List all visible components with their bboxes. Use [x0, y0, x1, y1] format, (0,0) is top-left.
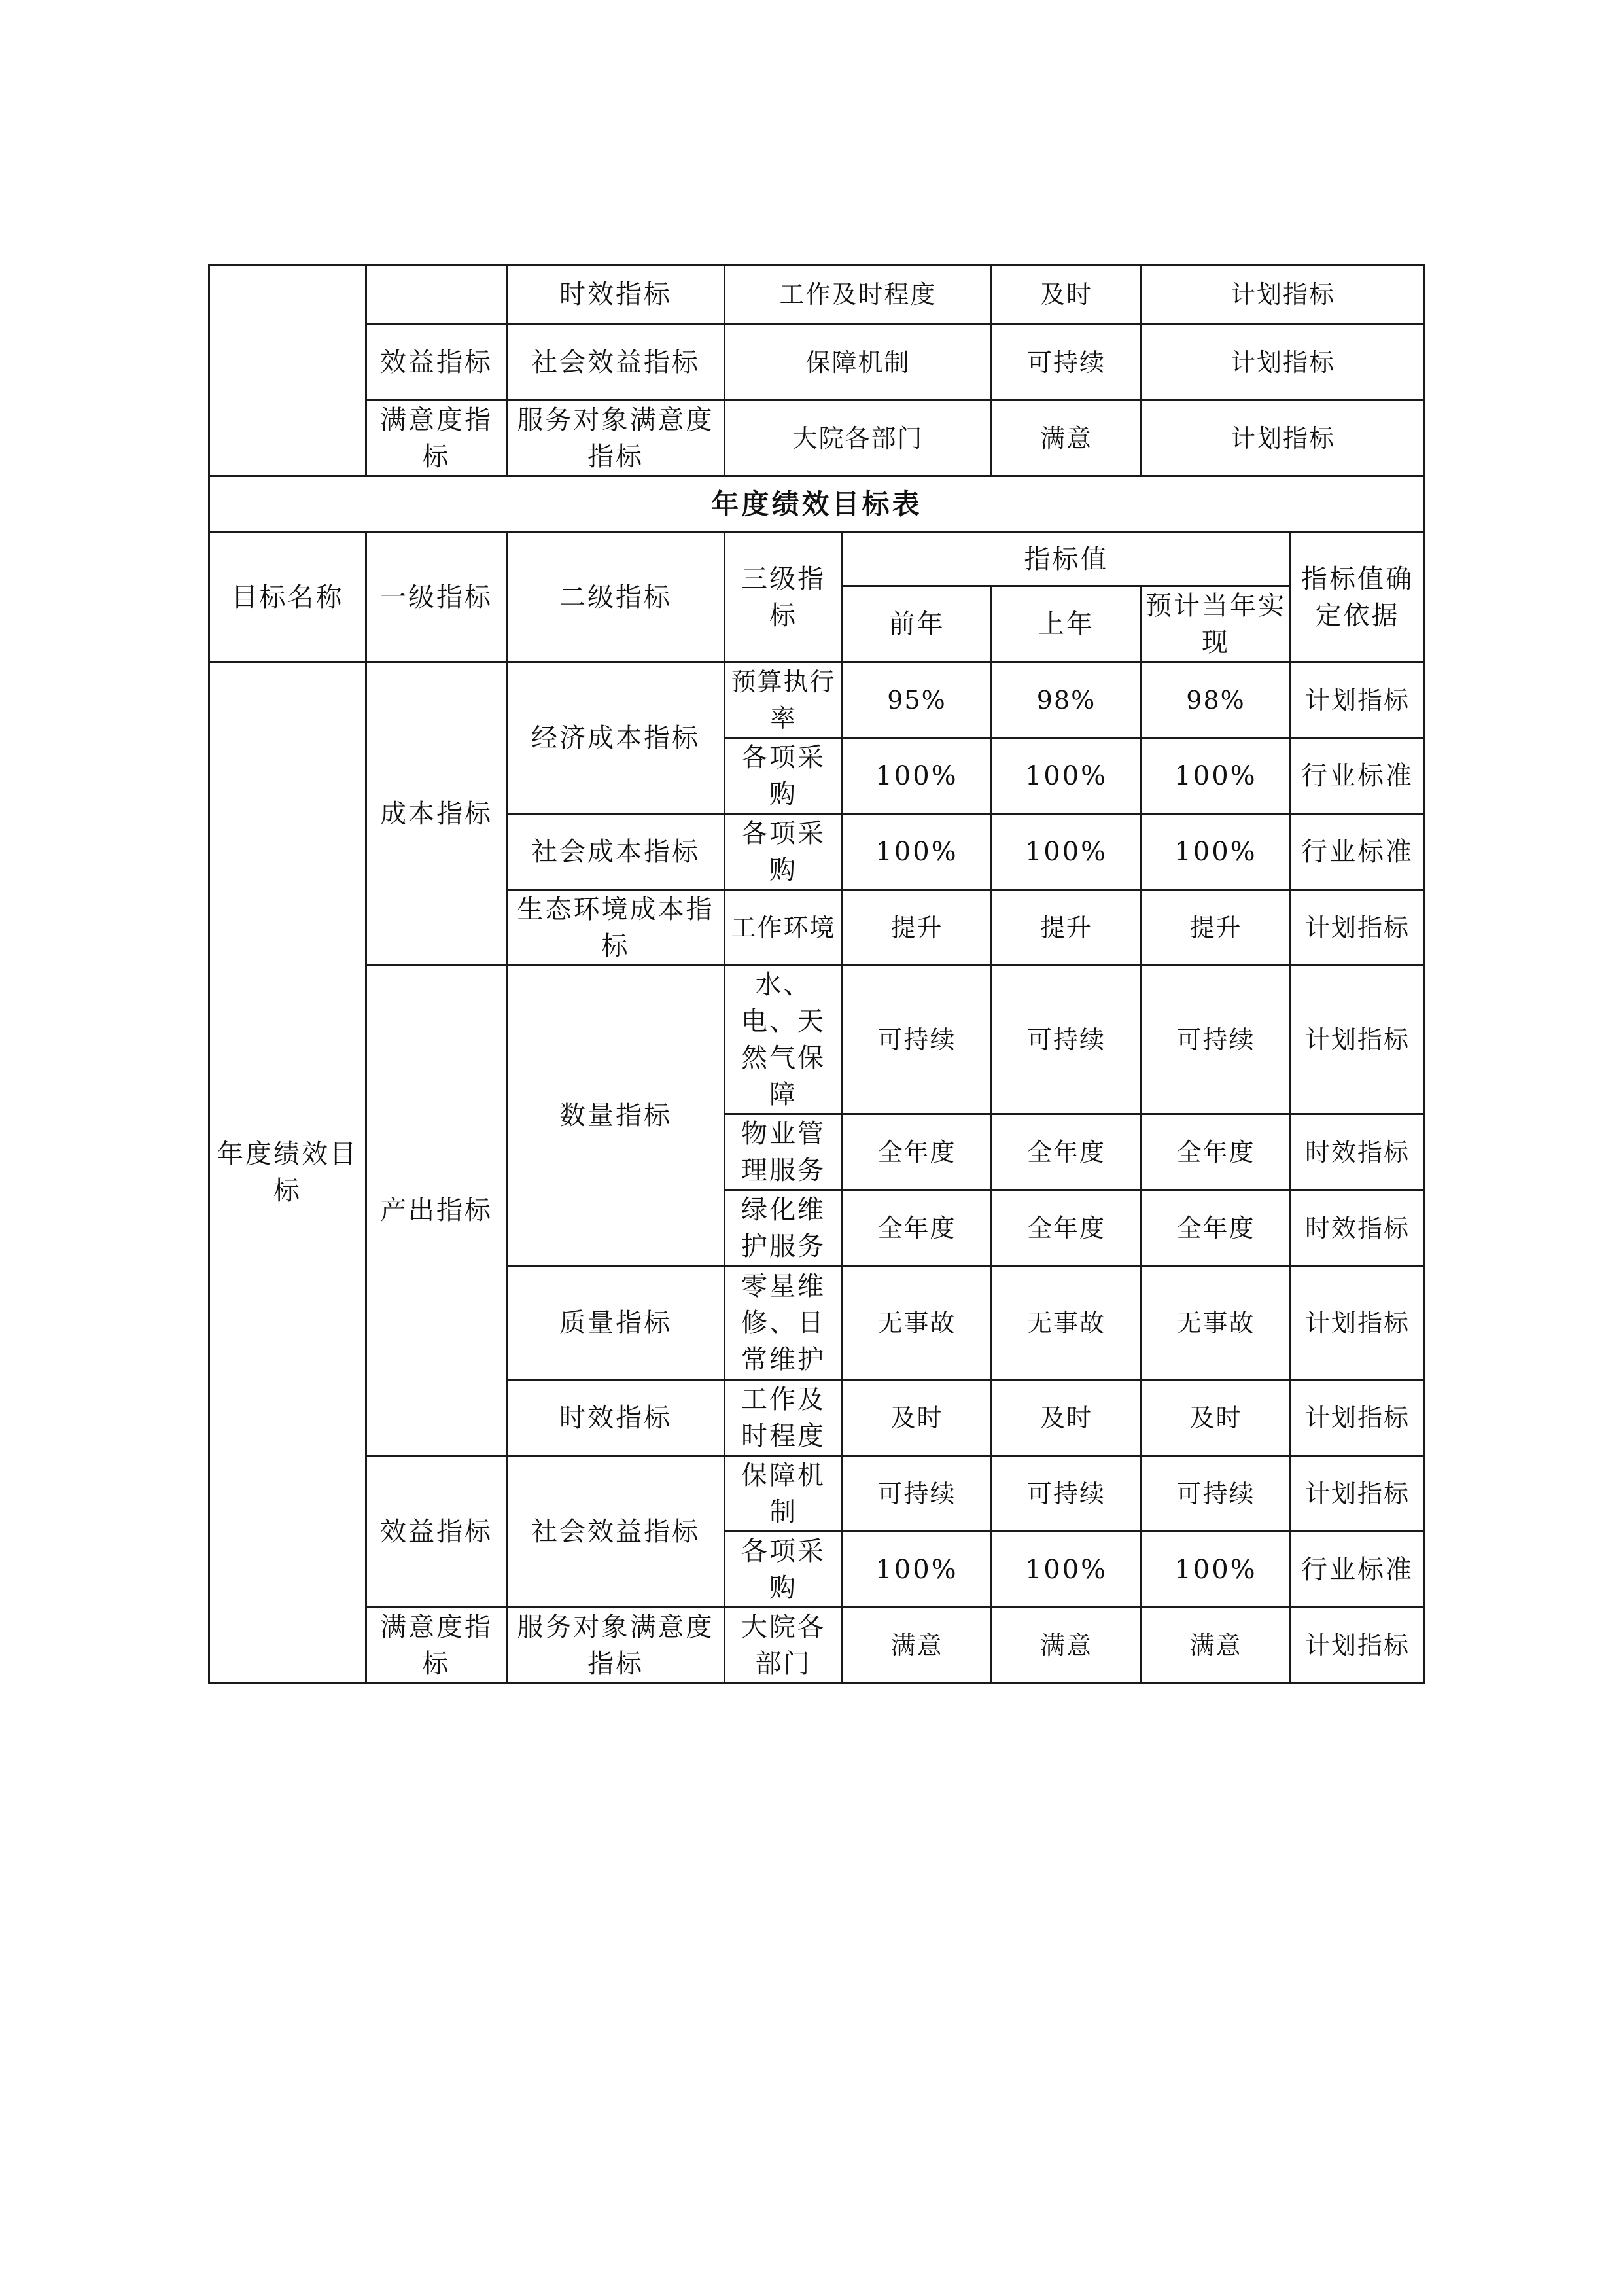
- basis-cell: 时效指标: [1291, 1114, 1425, 1190]
- value-cell: 可持续: [992, 325, 1142, 400]
- last-year-cell: 全年度: [992, 1114, 1142, 1190]
- last-year-cell: 提升: [992, 890, 1142, 966]
- prev-year-cell: 100%: [843, 814, 992, 890]
- basis-cell: 计划指标: [1291, 1456, 1425, 1532]
- expected-cell: 及时: [1142, 1380, 1291, 1456]
- value-cell: 及时: [992, 265, 1142, 325]
- basis-cell: 计划指标: [1291, 966, 1425, 1114]
- table-row: [209, 400, 1425, 476]
- expected-cell: 100%: [1142, 738, 1291, 814]
- basis-cell: 计划指标: [1291, 890, 1425, 966]
- level2-cell: 经济成本指标: [507, 662, 725, 814]
- level3-cell: 各项采购: [725, 1532, 843, 1608]
- table-row: [209, 265, 1425, 325]
- level2-cell: 数量指标: [507, 966, 725, 1266]
- last-year-cell: 无事故: [992, 1266, 1142, 1380]
- expected-cell: 全年度: [1142, 1114, 1291, 1190]
- header-level3: 三级指标: [725, 533, 843, 662]
- expected-cell: 可持续: [1142, 966, 1291, 1114]
- header-prev-year: 前年: [843, 586, 992, 662]
- prev-year-cell: 提升: [843, 890, 992, 966]
- expected-cell: 提升: [1142, 890, 1291, 966]
- prev-year-cell: 100%: [843, 738, 992, 814]
- basis-cell: 计划指标: [1291, 1380, 1425, 1456]
- level3-cell: 绿化维护服务: [725, 1190, 843, 1266]
- table-row: [209, 662, 1425, 738]
- header-basis: 指标值确定依据: [1291, 533, 1425, 662]
- basis-cell: 计划指标: [1142, 400, 1425, 476]
- basis-cell: 时效指标: [1291, 1190, 1425, 1266]
- prev-year-cell: 95%: [843, 662, 992, 738]
- level1-cell: 效益指标: [366, 1456, 507, 1608]
- last-year-cell: 98%: [992, 662, 1142, 738]
- last-year-cell: 可持续: [992, 1456, 1142, 1532]
- prev-year-cell: 无事故: [843, 1266, 992, 1380]
- last-year-cell: 100%: [992, 814, 1142, 890]
- basis-cell: 行业标准: [1291, 814, 1425, 890]
- empty-cell: [209, 265, 366, 476]
- prev-year-cell: 满意: [843, 1608, 992, 1684]
- level3-cell: 社会效益指标: [507, 325, 725, 400]
- header-level2: 二级指标: [507, 533, 725, 662]
- indicator-cell: 工作及时程度: [725, 265, 992, 325]
- level3-cell: 工作及时程度: [725, 1380, 843, 1456]
- basis-cell: 行业标准: [1291, 1532, 1425, 1608]
- prev-year-cell: 及时: [843, 1380, 992, 1456]
- header-row: [209, 533, 1425, 586]
- last-year-cell: 可持续: [992, 966, 1142, 1114]
- level3-cell: 服务对象满意度指标: [507, 400, 725, 476]
- header-target-name: 目标名称: [209, 533, 366, 662]
- level3-cell: 物业管理服务: [725, 1114, 843, 1190]
- level3-cell: 保障机制: [725, 1456, 843, 1532]
- last-year-cell: 满意: [992, 1608, 1142, 1684]
- indicator-cell: 保障机制: [725, 325, 992, 400]
- indicator-cell: 大院各部门: [725, 400, 992, 476]
- last-year-cell: 100%: [992, 1532, 1142, 1608]
- prev-year-cell: 可持续: [843, 1456, 992, 1532]
- performance-table: [208, 264, 1425, 1684]
- level3-cell: 水、电、天然气保障: [725, 966, 843, 1114]
- last-year-cell: 及时: [992, 1380, 1142, 1456]
- basis-cell: 计划指标: [1142, 265, 1425, 325]
- prev-year-cell: 可持续: [843, 966, 992, 1114]
- table-row: [209, 1456, 1425, 1532]
- header-value-group: 指标值: [843, 533, 1291, 586]
- level3-cell: 零星维修、日常维护: [725, 1266, 843, 1380]
- target-name-cell: 年度绩效目标: [209, 662, 366, 1684]
- header-level1: 一级指标: [366, 533, 507, 662]
- prev-year-cell: 100%: [843, 1532, 992, 1608]
- level3-cell: 预算执行率: [725, 662, 843, 738]
- table-row: [209, 325, 1425, 400]
- level1-cell: 满意度指标: [366, 1608, 507, 1684]
- expected-cell: 100%: [1142, 814, 1291, 890]
- basis-cell: 计划指标: [1142, 325, 1425, 400]
- level2-cell: 生态环境成本指标: [507, 890, 725, 966]
- expected-cell: 98%: [1142, 662, 1291, 738]
- level2-cell: 质量指标: [507, 1266, 725, 1380]
- header-expected: 预计当年实现: [1142, 586, 1291, 662]
- level1-cell: 产出指标: [366, 966, 507, 1456]
- prev-year-cell: 全年度: [843, 1190, 992, 1266]
- level2-cell: 满意度指标: [366, 400, 507, 476]
- level3-cell: 时效指标: [507, 265, 725, 325]
- level3-cell: 各项采购: [725, 738, 843, 814]
- basis-cell: 计划指标: [1291, 1266, 1425, 1380]
- basis-cell: 行业标准: [1291, 738, 1425, 814]
- level2-cell: 社会效益指标: [507, 1456, 725, 1608]
- basis-cell: 计划指标: [1291, 662, 1425, 738]
- last-year-cell: 全年度: [992, 1190, 1142, 1266]
- table-row: [209, 1608, 1425, 1684]
- header-last-year: 上年: [992, 586, 1142, 662]
- level2-cell: 社会成本指标: [507, 814, 725, 890]
- expected-cell: 100%: [1142, 1532, 1291, 1608]
- expected-cell: 满意: [1142, 1608, 1291, 1684]
- level1-cell: 成本指标: [366, 662, 507, 966]
- basis-cell: 计划指标: [1291, 1608, 1425, 1684]
- level3-cell: 工作环境: [725, 890, 843, 966]
- table-row: [209, 476, 1425, 533]
- level2-cell: 时效指标: [507, 1380, 725, 1456]
- table-title: 年度绩效目标表: [209, 476, 1425, 533]
- last-year-cell: 100%: [992, 738, 1142, 814]
- expected-cell: 无事故: [1142, 1266, 1291, 1380]
- expected-cell: 全年度: [1142, 1190, 1291, 1266]
- level3-cell: 各项采购: [725, 814, 843, 890]
- prev-year-cell: 全年度: [843, 1114, 992, 1190]
- table-row: [209, 966, 1425, 1114]
- value-cell: 满意: [992, 400, 1142, 476]
- level2-cell: 服务对象满意度指标: [507, 1608, 725, 1684]
- expected-cell: 可持续: [1142, 1456, 1291, 1532]
- level3-cell: 大院各部门: [725, 1608, 843, 1684]
- level2-cell: 效益指标: [366, 325, 507, 400]
- empty-cell: [366, 265, 507, 325]
